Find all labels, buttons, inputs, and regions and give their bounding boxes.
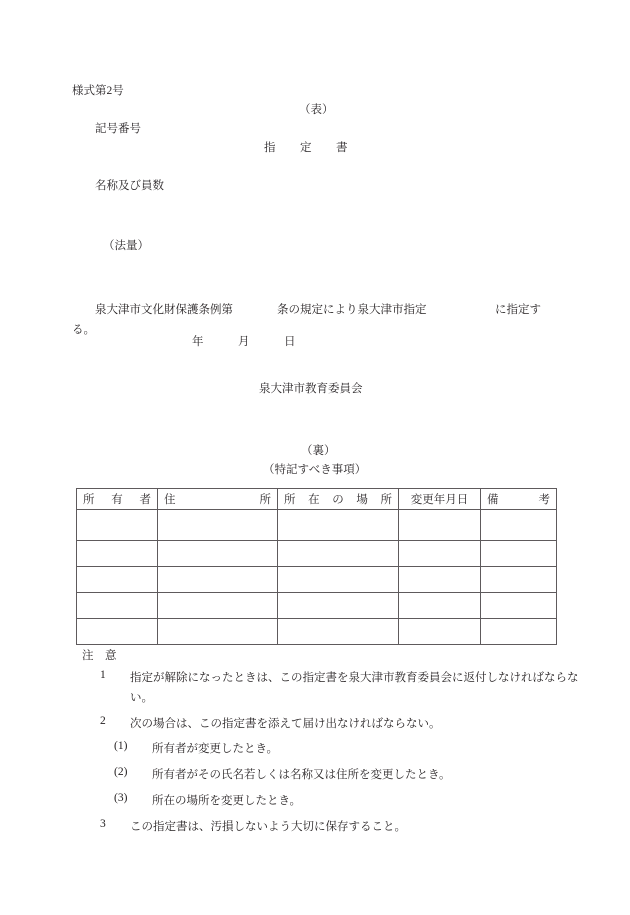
note-subitem-text: 所有者がその氏名若しくは名称又は住所を変更したとき。 (152, 769, 451, 782)
note-text: 指定が解除になったときは、この指定書を泉大津市教育委員会に返付しなければならない。 (130, 672, 579, 704)
symbol-number-label: 記号番号 (95, 123, 141, 135)
cell-change-date[interactable] (399, 593, 481, 619)
note-subitem-text: 所在の場所を変更したとき。 (152, 794, 302, 807)
clause-part-4: る。 (72, 324, 95, 336)
cell-remarks[interactable] (481, 567, 557, 593)
cell-address[interactable] (158, 593, 278, 619)
cell-owner[interactable] (77, 593, 158, 619)
cell-remarks[interactable] (481, 593, 557, 619)
front-side-label: （表） (299, 104, 334, 116)
name-and-count-label: 名称及び員数 (95, 180, 164, 192)
note-subitem-number: (1) (114, 740, 128, 753)
special-items-label: （特記すべき事項） (263, 464, 367, 476)
cell-change-date[interactable] (399, 567, 481, 593)
table-row (77, 593, 557, 619)
column-header-remarks (481, 489, 557, 510)
document-title: 指 定 書 (264, 142, 348, 154)
note-subitem (82, 766, 582, 786)
cell-address[interactable] (158, 510, 278, 541)
cell-owner[interactable] (77, 619, 158, 645)
column-header-address (158, 489, 278, 510)
notes-section (82, 647, 582, 837)
cell-location[interactable] (278, 593, 399, 619)
cell-owner[interactable] (77, 567, 158, 593)
note-item (82, 669, 582, 709)
designation-clause (72, 301, 572, 341)
cell-location[interactable] (278, 510, 399, 541)
cell-owner[interactable] (77, 541, 158, 567)
table-header-row (77, 489, 557, 510)
column-header-owner-label: 所有者 (83, 494, 151, 506)
cell-address[interactable] (158, 619, 278, 645)
measurement-label: （法量） (103, 240, 149, 252)
column-header-change-date-label: 変更年月日 (410, 494, 469, 506)
note-text: 次の場合は、この指定書を添えて届け出なければならない。 (130, 717, 441, 730)
note-subitem-text: 所有者が変更したとき。 (152, 743, 279, 756)
clause-part-1: 泉大津市文化財保護条例第 (95, 304, 233, 316)
issuing-committee-name: 泉大津市教育委員会 (259, 383, 363, 395)
note-subitem (82, 792, 582, 812)
cell-change-date[interactable] (399, 619, 481, 645)
cell-address[interactable] (158, 567, 278, 593)
table-body (77, 510, 557, 645)
column-header-owner (77, 489, 158, 510)
back-side-label: （裏） (301, 445, 336, 457)
form-number-label: 様式第2号 (72, 85, 124, 97)
cell-location[interactable] (278, 567, 399, 593)
cell-location[interactable] (278, 541, 399, 567)
clause-part-2: 条の規定により泉大津市指定 (277, 304, 427, 316)
column-header-change-date (399, 489, 481, 510)
column-header-address-label: 住所 (164, 494, 271, 506)
column-header-location (278, 489, 399, 510)
cell-location[interactable] (278, 619, 399, 645)
cell-change-date[interactable] (399, 510, 481, 541)
cell-remarks[interactable] (481, 510, 557, 541)
change-record-table (76, 488, 557, 645)
note-number: 3 (100, 817, 106, 830)
note-number: 1 (100, 669, 106, 681)
cell-owner[interactable] (77, 510, 158, 541)
note-subitem-number: (2) (114, 766, 128, 779)
cell-remarks[interactable] (481, 619, 557, 645)
note-item (82, 715, 582, 735)
note-number: 2 (100, 714, 106, 727)
cell-remarks[interactable] (481, 541, 557, 567)
note-text: この指定書は、汚損しないよう大切に保存すること。 (130, 820, 406, 833)
cell-change-date[interactable] (399, 541, 481, 567)
date-line: 年 月 日 (192, 336, 296, 348)
note-item (82, 818, 582, 838)
table-row (77, 541, 557, 567)
table-row (77, 567, 557, 593)
note-subitem-number: (3) (114, 791, 128, 804)
clause-part-3: に指定す (495, 304, 541, 316)
cell-address[interactable] (158, 541, 278, 567)
table-row (77, 510, 557, 541)
table-row (77, 619, 557, 645)
column-header-remarks-label: 備考 (487, 494, 550, 506)
note-subitem (82, 740, 582, 760)
column-header-location-label: 所在の場所 (284, 494, 392, 506)
notes-heading: 注 意 (82, 650, 117, 662)
